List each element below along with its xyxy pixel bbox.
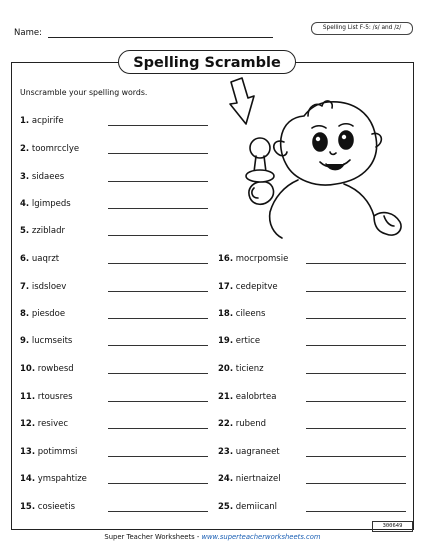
scramble-item-12: 12. resivec xyxy=(20,419,68,431)
answer-line[interactable] xyxy=(108,153,208,154)
name-label: Name: xyxy=(14,28,42,38)
scramble-item-7: 7. isdsloev xyxy=(20,282,66,294)
scramble-item-17: 17. cedepitve xyxy=(218,282,278,294)
scramble-item-9: 9. lucmseits xyxy=(20,336,72,348)
answer-line[interactable] xyxy=(306,483,406,484)
answer-line[interactable] xyxy=(306,263,406,264)
answer-line[interactable] xyxy=(108,373,208,374)
answer-line[interactable] xyxy=(108,263,208,264)
answer-line[interactable] xyxy=(108,401,208,402)
answer-line[interactable] xyxy=(108,235,208,236)
answer-line[interactable] xyxy=(306,345,406,346)
scramble-item-15: 15. cosieetis xyxy=(20,502,75,514)
scramble-item-11: 11. rtousres xyxy=(20,392,73,404)
answer-line[interactable] xyxy=(108,345,208,346)
scramble-item-21: 21. ealobrtea xyxy=(218,392,276,404)
answer-line[interactable] xyxy=(108,181,208,182)
scramble-item-5: 5. zzibladr xyxy=(20,226,65,238)
answer-line[interactable] xyxy=(108,125,208,126)
answer-line[interactable] xyxy=(108,318,208,319)
scramble-item-1: 1. acpirife xyxy=(20,116,64,128)
answer-line[interactable] xyxy=(306,291,406,292)
answer-line[interactable] xyxy=(306,428,406,429)
footer-url-link[interactable]: www.superteacherworksheets.com xyxy=(201,533,321,541)
answer-line[interactable] xyxy=(108,208,208,209)
scramble-item-16: 16. mocrpomsie xyxy=(218,254,288,266)
answer-line[interactable] xyxy=(306,373,406,374)
answer-line[interactable] xyxy=(108,511,208,512)
scramble-item-18: 18. cileens xyxy=(218,309,265,321)
scramble-item-8: 8. piesdoe xyxy=(20,309,65,321)
answer-line[interactable] xyxy=(306,401,406,402)
scramble-item-2: 2. toomrcclye xyxy=(20,144,79,156)
answer-line[interactable] xyxy=(108,291,208,292)
scramble-item-24: 24. niertnaizel xyxy=(218,474,281,486)
answer-line[interactable] xyxy=(306,456,406,457)
scramble-item-19: 19. ertice xyxy=(218,336,260,348)
baby-illustration-icon xyxy=(224,76,414,241)
scramble-item-4: 4. lgimpeds xyxy=(20,199,71,211)
scramble-item-3: 3. sidaees xyxy=(20,172,64,184)
scramble-item-23: 23. uagraneet xyxy=(218,447,280,459)
scramble-item-20: 20. ticienz xyxy=(218,364,264,376)
scramble-item-14: 14. ymspahtize xyxy=(20,474,87,486)
answer-line[interactable] xyxy=(306,511,406,512)
answer-line[interactable] xyxy=(108,456,208,457)
footer-separator: - xyxy=(194,533,202,541)
footer xyxy=(0,533,425,541)
answer-line[interactable] xyxy=(306,318,406,319)
scramble-item-10: 10. rowbesd xyxy=(20,364,74,376)
worksheet-code: 300649 xyxy=(372,521,413,532)
page-title: Spelling Scramble xyxy=(118,50,296,74)
instructions: Unscramble your spelling words. xyxy=(20,88,148,97)
scramble-item-22: 22. rubend xyxy=(218,419,266,431)
name-line xyxy=(48,37,273,38)
scramble-item-13: 13. potimmsi xyxy=(20,447,77,459)
answer-line[interactable] xyxy=(108,483,208,484)
scramble-item-6: 6. uaqrzt xyxy=(20,254,59,266)
scramble-item-25: 25. demiicanl xyxy=(218,502,277,514)
footer-brand: Super Teacher Worksheets xyxy=(104,533,195,541)
answer-line[interactable] xyxy=(108,428,208,429)
spelling-list-tag: Spelling List F-5: /s/ and /z/ xyxy=(311,22,413,35)
